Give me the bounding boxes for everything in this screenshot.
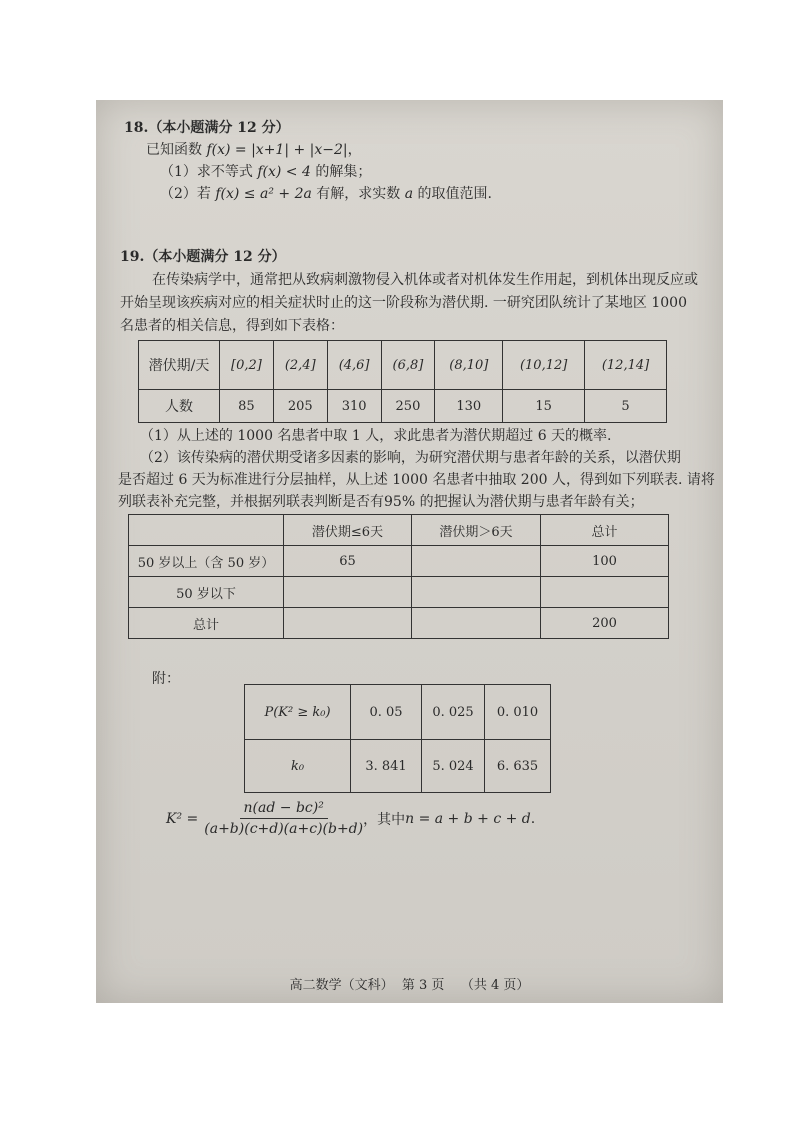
- q18-given: [146, 139, 362, 159]
- q18-part2-var: a: [404, 186, 414, 202]
- probability-label: P(K² ≥ k₀): [245, 685, 351, 740]
- q19-part2-line-2: 是否超过 6 天为标准进行分层抽样，从上述 1000 名患者中抽取 200 人，得到如下列联表. 请将: [118, 472, 715, 488]
- k-squared-formula: [166, 800, 535, 837]
- q18-header: 18.（本小题满分 12 分）: [124, 120, 290, 136]
- count-cell: 85: [220, 390, 274, 423]
- incubation-distribution-table: [138, 340, 667, 423]
- interval-cell: (2,4]: [273, 341, 327, 390]
- k0-label: k₀: [245, 740, 351, 793]
- formula-tail-end: .: [530, 810, 536, 827]
- q18-part2-math: f(x) ≤ a² + 2a: [215, 186, 312, 202]
- q19-intro-line-3: 名患者的相关信息，得到如下表格：: [120, 318, 344, 334]
- table-cell: [284, 608, 412, 639]
- table-row: [129, 515, 669, 546]
- row-label: 50 岁以上（含 50 岁）: [129, 546, 284, 577]
- formula-lhs: K² =: [166, 810, 199, 827]
- q18-part2: [160, 183, 492, 203]
- q19-intro-line-1: 在传染病学中，通常把从致病刺激物侵入机体或者对机体发生作用起，到机体出现反应或: [152, 272, 698, 288]
- header-cell: 潜伏期≤6天: [284, 515, 412, 546]
- q18-part2-prefix: （2）若: [160, 186, 216, 202]
- q19-header: 19.（本小题满分 12 分）: [120, 249, 286, 265]
- q18-part2-mid: 有解，求实数: [311, 186, 405, 202]
- row-label: 总计: [129, 608, 284, 639]
- table-cell: [541, 577, 669, 608]
- interval-cell: [0,2]: [220, 341, 274, 390]
- table-row: [129, 546, 669, 577]
- q19-part2-line-1: （2）该传染病的潜伏期受诸多因素的影响，为研究潜伏期与患者年龄的关系，以潜伏期: [140, 450, 681, 466]
- row-label-incubation: 潜伏期/天: [139, 341, 220, 390]
- p-value-cell: 0. 05: [351, 685, 422, 740]
- interval-cell: (4,6]: [327, 341, 381, 390]
- page-footer: 高二数学（文科） 第 3 页 （共 4 页）: [289, 978, 530, 993]
- interval-cell: (10,12]: [503, 341, 585, 390]
- q18-function: f(x) = |x+1| + |x−2|: [206, 142, 348, 158]
- q18-part2-suffix: 的取值范围.: [413, 186, 493, 202]
- k-value-cell: 3. 841: [351, 740, 422, 793]
- k-value-cell: 6. 635: [485, 740, 551, 793]
- table-row: [129, 577, 669, 608]
- interval-cell: (6,8]: [381, 341, 435, 390]
- row-label: 50 岁以下: [129, 577, 284, 608]
- header-cell-empty: [129, 515, 284, 546]
- formula-denominator: (a+b)(c+d)(a+c)(b+d): [204, 821, 364, 837]
- row-label-count: 人数: [139, 390, 220, 423]
- header-cell: 潜伏期＞6天: [412, 515, 541, 546]
- q18-given-prefix: 已知函数: [146, 142, 207, 158]
- formula-fraction: [204, 800, 363, 837]
- p-value-cell: 0. 010: [485, 685, 551, 740]
- q18-part1-prefix: （1）求不等式: [160, 164, 258, 180]
- table-cell: 65: [284, 546, 412, 577]
- table-cell: 200: [541, 608, 669, 639]
- count-cell: 250: [381, 390, 435, 423]
- q19-intro-line-2: 开始呈现该疾病对应的相关症状时止的这一阶段称为潜伏期. 一研究团队统计了某地区 1000: [120, 295, 687, 311]
- table-cell: [412, 546, 541, 577]
- formula-numerator: n(ad − bc)²: [240, 800, 328, 819]
- count-cell: 310: [327, 390, 381, 423]
- table-cell: [412, 577, 541, 608]
- header-cell: 总计: [541, 515, 669, 546]
- q18-part1-suffix: 的解集；: [310, 164, 372, 180]
- k-value-cell: 5. 024: [422, 740, 485, 793]
- table-cell: [412, 608, 541, 639]
- q19-part1: （1）从上述的 1000 名患者中取 1 人，求此患者为潜伏期超过 6 天的概率.: [140, 428, 612, 444]
- q19-part2-line-3: 列联表补充完整，并根据列联表判断是否有95% 的把握认为潜伏期与患者年龄有关；: [118, 494, 644, 510]
- contingency-table: [128, 514, 669, 639]
- table-row: [139, 341, 667, 390]
- count-cell: 5: [585, 390, 667, 423]
- q18-part1-math: f(x) < 4: [257, 164, 311, 180]
- exam-page: [96, 100, 723, 1003]
- q18-given-suffix: ，: [347, 142, 362, 158]
- interval-cell: (8,10]: [435, 341, 503, 390]
- table-cell: [284, 577, 412, 608]
- p-value-cell: 0. 025: [422, 685, 485, 740]
- critical-value-table: [244, 684, 551, 793]
- count-cell: 130: [435, 390, 503, 423]
- appendix-label: 附：: [152, 671, 180, 687]
- interval-cell: (12,14]: [585, 341, 667, 390]
- table-row: [139, 390, 667, 423]
- table-row: [245, 740, 551, 793]
- table-row: [129, 608, 669, 639]
- count-cell: 205: [273, 390, 327, 423]
- count-cell: 15: [503, 390, 585, 423]
- q18-part1: [160, 161, 371, 181]
- formula-tail-prefix: ，其中: [363, 811, 406, 828]
- table-cell: 100: [541, 546, 669, 577]
- table-row: [245, 685, 551, 740]
- formula-tail-math: n = a + b + c + d: [405, 810, 531, 827]
